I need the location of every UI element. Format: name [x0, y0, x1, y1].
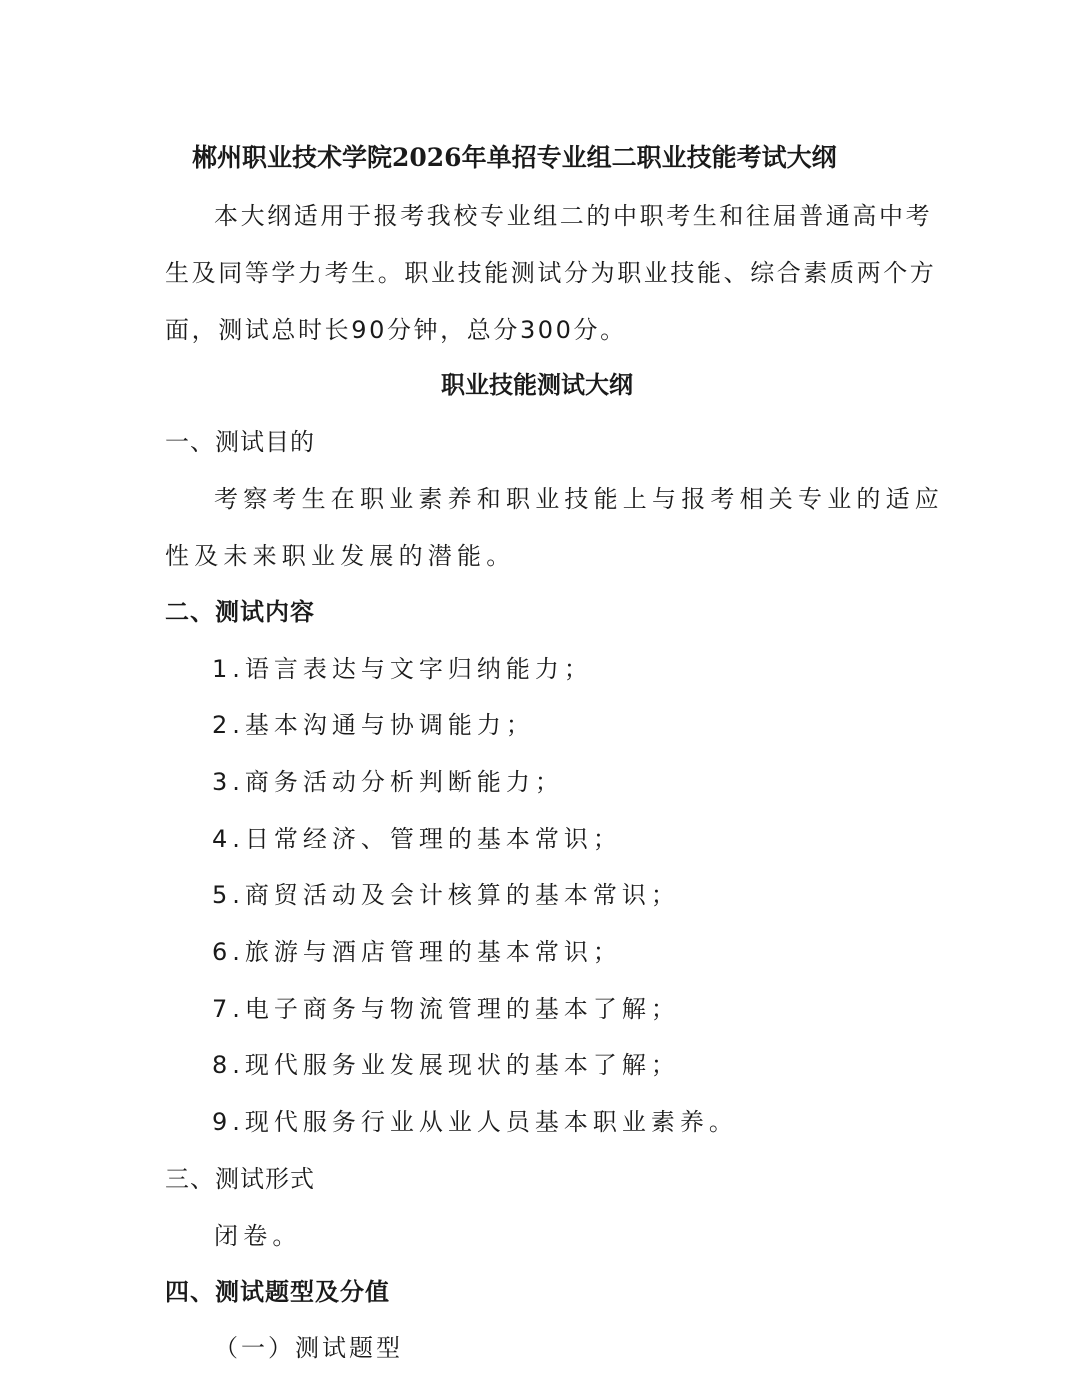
intro-line-1: 本大纲适用于报考我校专业组二的中职考生和往届普通高中考: [214, 202, 933, 230]
content-item-2: 2.基本沟通与协调能力；: [212, 711, 535, 739]
heading-purpose: 一、测试目的: [165, 428, 315, 456]
content-item-4: 4.日常经济、管理的基本常识；: [212, 825, 622, 853]
content-item-8: 8.现代服务业发展现状的基本了解；: [212, 1051, 680, 1079]
content-item-1: 1.语言表达与文字归纳能力；: [212, 655, 593, 683]
content-item-3: 3.商务活动分析判断能力；: [212, 768, 564, 796]
content-item-7: 7.电子商务与物流管理的基本了解；: [212, 995, 680, 1023]
format-text: 闭卷。: [214, 1222, 302, 1250]
heading-content: 二、测试内容: [165, 598, 315, 626]
heading-format: 三、测试形式: [165, 1165, 315, 1193]
content-item-6: 6.旅游与酒店管理的基本常识；: [212, 938, 622, 966]
content-item-5: 5.商贸活动及会计核算的基本常识；: [212, 881, 680, 909]
purpose-line-2: 性及未来职业发展的潜能。: [165, 542, 516, 570]
document-title: 郴州职业技术学院2026年单招专业组二职业技能考试大纲: [192, 143, 837, 172]
intro-line-2: 生及同等学力考生。职业技能测试分为职业技能、综合素质两个方: [165, 259, 937, 287]
section-title: 职业技能测试大纲: [441, 371, 633, 399]
intro-line-3: 面，测试总时长90分钟，总分300分。: [165, 316, 627, 344]
subheading-question-types: （一）测试题型: [214, 1334, 403, 1362]
content-item-9: 9.现代服务行业从业人员基本职业素养。: [212, 1108, 738, 1136]
heading-question-types: 四、测试题型及分值: [165, 1278, 390, 1306]
purpose-line-1: 考察考生在职业素养和职业技能上与报考相关专业的适应: [214, 485, 944, 513]
